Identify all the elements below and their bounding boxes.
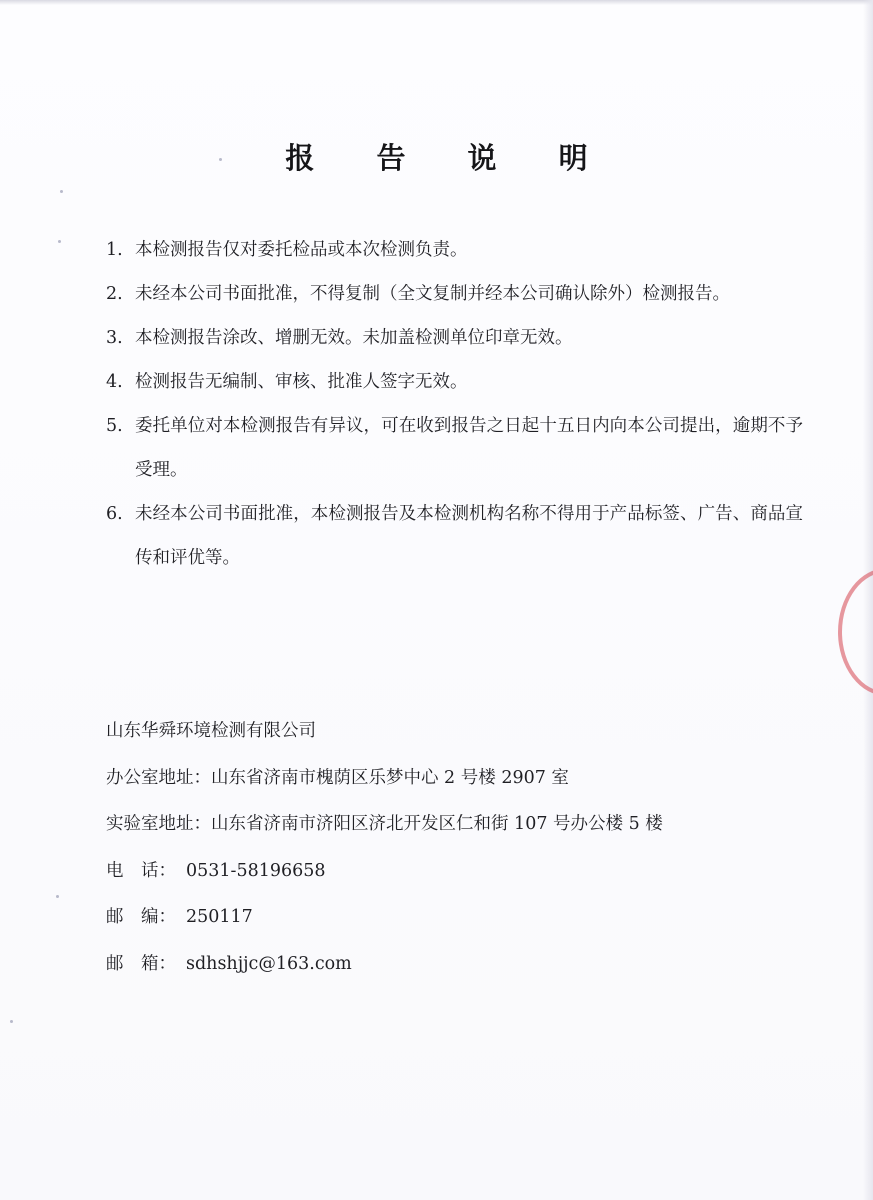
item-text: 未经本公司书面批准，本检测报告及本检测机构名称不得用于产品标签、广告、商品宣传和评优等。 <box>135 504 803 568</box>
lab-address-row <box>106 801 806 848</box>
company-info <box>106 708 806 987</box>
scan-speck <box>60 190 63 193</box>
item-text: 本检测报告仅对委托检品或本次检测负责。 <box>135 240 468 260</box>
item-text: 检测报告无编制、审核、批准人签字无效。 <box>135 372 468 392</box>
list-item <box>106 404 806 492</box>
lab-address-value: 山东省济南市济阳区济北开发区仁和街 107 号办公楼 5 楼 <box>211 814 663 834</box>
postcode-row <box>106 894 806 941</box>
phone-row <box>106 848 806 895</box>
list-item <box>106 316 806 360</box>
email-row <box>106 941 806 988</box>
item-text: 本检测报告涂改、增删无效。未加盖检测单位印章无效。 <box>135 328 573 348</box>
item-text: 未经本公司书面批准，不得复制（全文复制并经本公司确认除外）检测报告。 <box>135 284 730 304</box>
phone-label: 电 话： <box>106 860 176 881</box>
company-name: 山东华舜环境检测有限公司 <box>106 721 316 741</box>
list-item <box>106 492 806 580</box>
scan-speck <box>58 240 61 243</box>
office-address-row <box>106 755 806 802</box>
item-number: 5. <box>106 416 123 436</box>
scan-edge-top <box>0 0 873 5</box>
scan-speck <box>219 158 222 161</box>
scan-speck <box>10 1020 13 1023</box>
email-value: sdhshjjc@163.com <box>186 953 352 974</box>
item-number: 6. <box>106 504 123 524</box>
list-item <box>106 360 806 404</box>
page-title: 报 告 说 明 <box>285 141 614 175</box>
item-number: 2. <box>106 284 123 304</box>
lab-address-label: 实验室地址： <box>106 814 211 834</box>
scan-speck <box>56 895 59 898</box>
list-item <box>106 228 806 272</box>
postcode-label: 邮 编： <box>106 907 176 927</box>
postcode-value: 250117 <box>186 907 253 927</box>
phone-value: 0531-58196658 <box>186 860 326 881</box>
item-number: 3. <box>106 328 123 348</box>
item-number: 1. <box>106 240 123 260</box>
seal-stamp-partial <box>838 568 873 696</box>
office-address-value: 山东省济南市槐荫区乐梦中心 2 号楼 2907 室 <box>211 767 569 788</box>
item-text: 委托单位对本检测报告有异议，可在收到报告之日起十五日内向本公司提出，逾期不予受理。 <box>135 416 803 480</box>
office-address-label: 办公室地址： <box>106 767 211 788</box>
list-item <box>106 272 806 316</box>
notes-list <box>106 228 806 580</box>
email-label: 邮 箱： <box>106 953 176 974</box>
item-number: 4. <box>106 372 123 392</box>
